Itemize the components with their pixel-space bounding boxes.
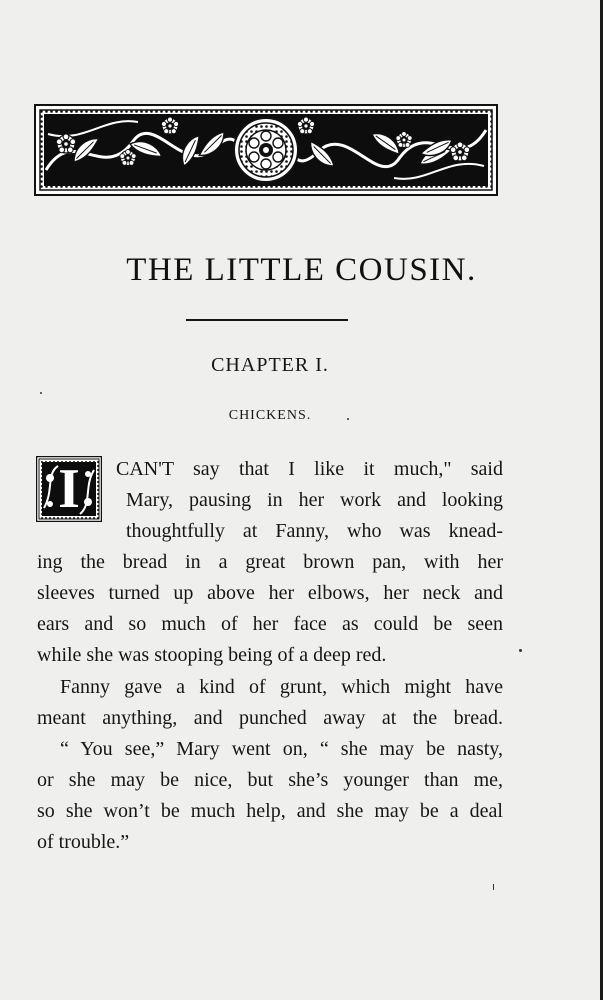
drop-cap: [36, 456, 102, 522]
paragraph-line: ears and so much of her face as could be seen: [37, 613, 503, 635]
chapter-heading: CHAPTER I.: [211, 354, 329, 376]
paragraph-line: CAN'T say that I like it much," said: [116, 458, 503, 480]
paper-speck: [347, 418, 349, 420]
chapter-subtitle: CHICKENS.: [228, 408, 312, 423]
title-rule: [186, 319, 348, 321]
paragraph-line: “ You see,” Mary went on, “ she may be nasty,: [60, 738, 503, 760]
book-title: THE LITTLE COUSIN.: [126, 252, 477, 288]
paper-speck: [519, 649, 522, 652]
paragraph-line: sleeves turned up above her elbows, her neck and: [37, 582, 503, 604]
paragraph-line: so she won’t be much help, and she may be a deal: [37, 800, 503, 822]
ornamental-headpiece: [34, 104, 498, 196]
paper-speck: [40, 392, 42, 394]
paragraph-line: ing the bread in a great brown pan, with her: [37, 551, 503, 573]
paragraph-line: while she was stooping being of a deep red.: [37, 644, 387, 666]
paragraph-line: of trouble.”: [37, 831, 130, 853]
paper-speck: [493, 884, 494, 890]
paragraph-line: meant anything, and punched away at the bread.: [37, 707, 503, 729]
paragraph-line: thoughtfully at Fanny, who was knead-: [126, 520, 503, 542]
paragraph-line: Mary, pausing in her work and looking: [126, 489, 503, 511]
paragraph-line: Fanny gave a kind of grunt, which might have: [60, 676, 503, 698]
paragraph-line: or she may be nice, but she’s younger than me,: [37, 769, 503, 791]
drop-cap-letter: I: [58, 458, 80, 520]
